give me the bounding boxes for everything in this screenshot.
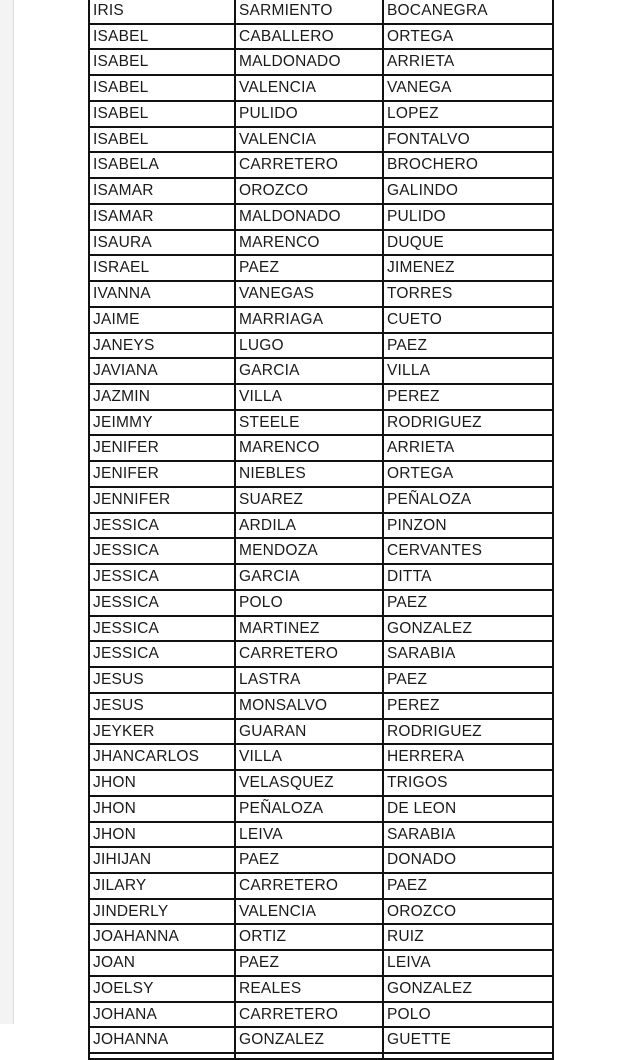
last-name-2-cell: FONTALVO <box>387 130 470 148</box>
last-name-2-cell: PEÑALOZA <box>387 490 472 508</box>
first-name-cell: ISAMAR <box>90 205 236 229</box>
table-row <box>90 848 552 874</box>
first-name-cell: JAVIANA <box>90 359 236 383</box>
first-name-cell: JESUS <box>90 668 236 692</box>
last-name-1-cell: GARCIA <box>236 565 384 589</box>
table-row <box>90 874 552 900</box>
page-left-margin <box>0 0 14 1024</box>
last-name-2-cell: VANEGA <box>387 79 452 97</box>
table-row <box>90 951 552 977</box>
last-name-2-cell: DONADO <box>387 851 457 869</box>
last-name-2-cell: GALINDO <box>387 182 459 200</box>
first-name-cell: IRIS <box>90 0 236 23</box>
last-name-1-cell: SARMIENTO <box>236 0 384 23</box>
last-name-1-cell: LASTRA <box>236 668 384 692</box>
first-name-cell: JEYKER <box>90 720 236 744</box>
last-name-1-cell: PAEZ <box>236 256 384 280</box>
last-name-2-cell: DITTA <box>387 568 432 586</box>
first-name-cell: JHON <box>90 823 236 847</box>
last-name-1-cell: VELASQUEZ <box>236 771 384 795</box>
table-row <box>90 720 552 746</box>
table-row <box>90 823 552 849</box>
last-name-2-cell: PULIDO <box>387 207 446 225</box>
last-name-2-cell: RUIZ <box>387 928 424 946</box>
table-row <box>90 308 552 334</box>
first-name-cell: JENIFER <box>90 436 236 460</box>
table-row <box>90 565 552 591</box>
table-row <box>90 153 552 179</box>
last-name-1-cell: MALDONADO <box>236 50 384 74</box>
last-name-2-cell: ORTEGA <box>387 27 454 45</box>
first-name-cell: JESSICA <box>90 617 236 641</box>
last-name-2-cell: PINZON <box>387 516 447 534</box>
first-name-cell: JHON <box>90 797 236 821</box>
last-name-2-cell: PAEZ <box>387 876 428 894</box>
last-name-2-cell: TRIGOS <box>387 774 448 792</box>
table-row <box>90 694 552 720</box>
last-name-1-cell: LUGO <box>236 334 384 358</box>
first-name-cell: JAIME <box>90 308 236 332</box>
first-name-cell: JESSICA <box>90 539 236 563</box>
last-name-2-cell: JIMENEZ <box>387 259 455 277</box>
last-name-2-cell: BOCANEGRA <box>387 2 488 19</box>
table-row <box>90 977 552 1003</box>
last-name-2-cell: RODRIGUEZ <box>387 413 482 431</box>
empty-cell <box>236 1054 384 1058</box>
table-row <box>90 745 552 771</box>
table-row <box>90 436 552 462</box>
first-name-cell: JESUS <box>90 694 236 718</box>
last-name-2-cell: ARRIETA <box>387 53 455 71</box>
table-row <box>90 102 552 128</box>
last-name-2-cell: PAEZ <box>387 593 428 611</box>
empty-cell <box>90 1054 236 1058</box>
last-name-1-cell: PEÑALOZA <box>236 797 384 821</box>
last-name-2-cell: DE LEON <box>387 799 457 817</box>
first-name-cell: ISABEL <box>90 50 236 74</box>
last-name-1-cell: PULIDO <box>236 102 384 126</box>
last-name-1-cell: MARTINEZ <box>236 617 384 641</box>
last-name-1-cell: CARRETERO <box>236 874 384 898</box>
table-row <box>90 591 552 617</box>
first-name-cell: JILARY <box>90 874 236 898</box>
last-name-2-cell: ORTEGA <box>387 465 454 483</box>
last-name-1-cell: ORTIZ <box>236 925 384 949</box>
first-name-cell: JOHANA <box>90 1003 236 1027</box>
last-name-1-cell: CARRETERO <box>236 642 384 666</box>
last-name-2-cell: DUQUE <box>387 233 444 251</box>
table-row <box>90 282 552 308</box>
first-name-cell: JEIMMY <box>90 411 236 435</box>
first-name-cell: JENIFER <box>90 462 236 486</box>
last-name-2-cell: LOPEZ <box>387 104 439 122</box>
table-row <box>90 256 552 282</box>
last-name-2-cell: BROCHERO <box>387 156 479 174</box>
last-name-1-cell: MARENCO <box>236 436 384 460</box>
table-row <box>90 205 552 231</box>
first-name-cell: ISABEL <box>90 76 236 100</box>
last-name-2-cell: ARRIETA <box>387 439 455 457</box>
first-name-cell: ISABEL <box>90 102 236 126</box>
first-name-cell: JAZMIN <box>90 385 236 409</box>
first-name-cell: JESSICA <box>90 591 236 615</box>
first-name-cell: ISABEL <box>90 128 236 152</box>
table-row-partial <box>90 1054 552 1060</box>
table-row <box>90 50 552 76</box>
last-name-1-cell: VILLA <box>236 385 384 409</box>
last-name-1-cell: PAEZ <box>236 951 384 975</box>
table-row <box>90 128 552 154</box>
last-name-1-cell: CARRETERO <box>236 1003 384 1027</box>
last-name-2-cell: CUETO <box>387 310 442 328</box>
last-name-2-cell: POLO <box>387 1005 431 1023</box>
table-row <box>90 462 552 488</box>
last-name-1-cell: SUAREZ <box>236 488 384 512</box>
last-name-1-cell: VALENCIA <box>236 128 384 152</box>
table-row <box>90 925 552 951</box>
last-name-1-cell: GONZALEZ <box>236 1028 384 1052</box>
last-name-1-cell: CABALLERO <box>236 25 384 49</box>
table-row <box>90 359 552 385</box>
last-name-2-cell: RODRIGUEZ <box>387 722 482 740</box>
last-name-2-cell: OROZCO <box>387 902 457 920</box>
last-name-1-cell: VALENCIA <box>236 76 384 100</box>
first-name-cell: ISAURA <box>90 231 236 255</box>
table-row <box>90 539 552 565</box>
first-name-cell: JESSICA <box>90 514 236 538</box>
table-row <box>90 1028 552 1054</box>
last-name-1-cell: MENDOZA <box>236 539 384 563</box>
last-name-1-cell: STEELE <box>236 411 384 435</box>
last-name-2-cell: VILLA <box>387 362 431 380</box>
table-row <box>90 385 552 411</box>
last-name-1-cell: VALENCIA <box>236 900 384 924</box>
last-name-2-cell: SARABIA <box>387 825 456 843</box>
last-name-1-cell: POLO <box>236 591 384 615</box>
first-name-cell: JINDERLY <box>90 900 236 924</box>
last-name-1-cell: LEIVA <box>236 823 384 847</box>
table-row <box>90 411 552 437</box>
first-name-cell: JESSICA <box>90 642 236 666</box>
first-name-cell: JOHANNA <box>90 1028 236 1052</box>
names-table <box>88 0 554 1060</box>
first-name-cell: JOELSY <box>90 977 236 1001</box>
empty-cell <box>384 1054 548 1058</box>
table-row <box>90 179 552 205</box>
last-name-2-cell: HERRERA <box>387 748 465 766</box>
first-name-cell: JHON <box>90 771 236 795</box>
first-name-cell: JENNIFER <box>90 488 236 512</box>
last-name-2-cell: TORRES <box>387 285 453 303</box>
table-row <box>90 642 552 668</box>
last-name-2-cell: LEIVA <box>387 954 431 972</box>
last-name-2-cell: SARABIA <box>387 645 456 663</box>
last-name-1-cell: MARRIAGA <box>236 308 384 332</box>
last-name-1-cell: OROZCO <box>236 179 384 203</box>
first-name-cell: ISABEL <box>90 25 236 49</box>
last-name-1-cell: CARRETERO <box>236 153 384 177</box>
last-name-2-cell: GONZALEZ <box>387 979 473 997</box>
last-name-2-cell: PAEZ <box>387 671 428 689</box>
table-row <box>90 1003 552 1029</box>
last-name-1-cell: GUARAN <box>236 720 384 744</box>
first-name-cell: JANEYS <box>90 334 236 358</box>
first-name-cell: ISRAEL <box>90 256 236 280</box>
table-row <box>90 797 552 823</box>
first-name-cell: JESSICA <box>90 565 236 589</box>
table-row <box>90 334 552 360</box>
first-name-cell: IVANNA <box>90 282 236 306</box>
last-name-1-cell: NIEBLES <box>236 462 384 486</box>
last-name-1-cell: VANEGAS <box>236 282 384 306</box>
last-name-1-cell: MALDONADO <box>236 205 384 229</box>
table-row <box>90 25 552 51</box>
last-name-2-cell: PEREZ <box>387 388 440 406</box>
first-name-cell: JHANCARLOS <box>90 745 236 769</box>
last-name-1-cell: MARENCO <box>236 231 384 255</box>
last-name-2-cell: PEREZ <box>387 696 440 714</box>
table-row <box>90 771 552 797</box>
last-name-2-cell: GONZALEZ <box>387 619 473 637</box>
table-row <box>90 488 552 514</box>
table-row <box>90 0 552 25</box>
last-name-1-cell: REALES <box>236 977 384 1001</box>
last-name-1-cell: ARDILA <box>236 514 384 538</box>
last-name-1-cell: PAEZ <box>236 848 384 872</box>
first-name-cell: JOAHANNA <box>90 925 236 949</box>
first-name-cell: ISAMAR <box>90 179 236 203</box>
first-name-cell: JOAN <box>90 951 236 975</box>
last-name-1-cell: MONSALVO <box>236 694 384 718</box>
table-row <box>90 514 552 540</box>
table-row <box>90 900 552 926</box>
last-name-2-cell: GUETTE <box>387 1031 452 1049</box>
table-row <box>90 76 552 102</box>
table-row <box>90 617 552 643</box>
first-name-cell: ISABELA <box>90 153 236 177</box>
last-name-1-cell: VILLA <box>236 745 384 769</box>
last-name-1-cell: GARCIA <box>236 359 384 383</box>
last-name-2-cell: PAEZ <box>387 336 428 354</box>
last-name-2-cell: CERVANTES <box>387 542 483 560</box>
table-row <box>90 668 552 694</box>
first-name-cell: JIHIJAN <box>90 848 236 872</box>
table-row <box>90 231 552 257</box>
